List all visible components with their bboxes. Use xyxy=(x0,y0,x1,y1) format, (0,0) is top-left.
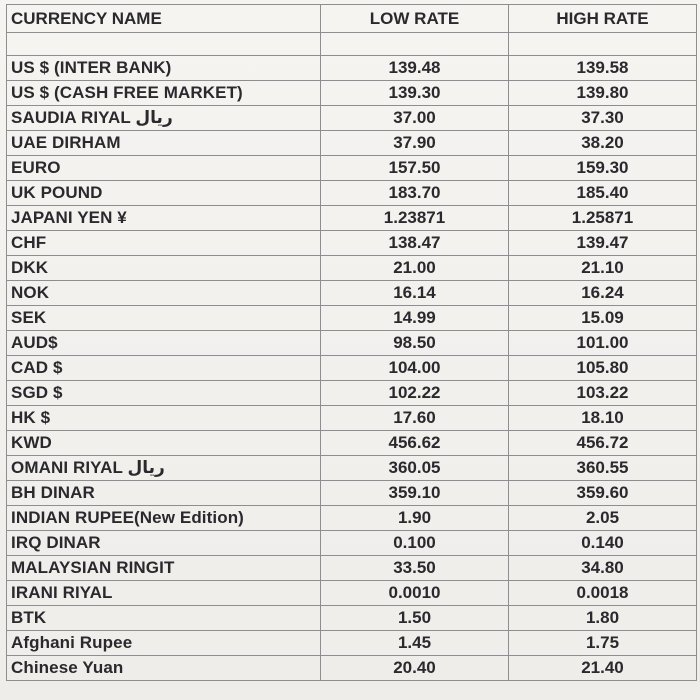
spacer-cell xyxy=(7,33,321,56)
high-rate-cell: 34.80 xyxy=(509,556,697,581)
high-rate-cell: 360.55 xyxy=(509,456,697,481)
low-rate-cell: 21.00 xyxy=(321,256,509,281)
table-row xyxy=(7,406,697,431)
table-row xyxy=(7,656,697,681)
spacer-cell xyxy=(509,33,697,56)
currency-name-cell: NOK xyxy=(7,281,321,306)
low-rate-cell: 14.99 xyxy=(321,306,509,331)
low-rate-cell: 0.0010 xyxy=(321,581,509,606)
rate-body xyxy=(7,33,697,681)
low-rate-cell: 33.50 xyxy=(321,556,509,581)
table-row xyxy=(7,481,697,506)
table-row xyxy=(7,256,697,281)
currency-name-cell: Chinese Yuan xyxy=(7,656,321,681)
high-rate-cell: 139.80 xyxy=(509,81,697,106)
low-rate-cell: 16.14 xyxy=(321,281,509,306)
table-row xyxy=(7,631,697,656)
low-rate-cell: 183.70 xyxy=(321,181,509,206)
low-rate-cell: 1.45 xyxy=(321,631,509,656)
low-rate-cell: 20.40 xyxy=(321,656,509,681)
high-rate-cell: 105.80 xyxy=(509,356,697,381)
high-rate-cell: 0.140 xyxy=(509,531,697,556)
currency-name-cell: UAE DIRHAM xyxy=(7,131,321,156)
table-row xyxy=(7,581,697,606)
high-rate-cell: 37.30 xyxy=(509,106,697,131)
currency-name-cell: MALAYSIAN RINGIT xyxy=(7,556,321,581)
high-rate-cell: 21.40 xyxy=(509,656,697,681)
table-row xyxy=(7,181,697,206)
low-rate-cell: 157.50 xyxy=(321,156,509,181)
high-rate-cell: 1.80 xyxy=(509,606,697,631)
low-rate-cell: 139.30 xyxy=(321,81,509,106)
currency-name-cell: JAPANI YEN ¥ xyxy=(7,206,321,231)
currency-rates-table xyxy=(6,4,697,681)
currency-name-cell: IRQ DINAR xyxy=(7,531,321,556)
table-row xyxy=(7,306,697,331)
low-rate-cell: 98.50 xyxy=(321,331,509,356)
table-row xyxy=(7,56,697,81)
low-rate-cell: 102.22 xyxy=(321,381,509,406)
spacer-cell xyxy=(321,33,509,56)
high-rate-cell: 18.10 xyxy=(509,406,697,431)
table-row xyxy=(7,281,697,306)
low-rate-header: LOW RATE xyxy=(321,5,509,33)
currency-name-cell: AUD$ xyxy=(7,331,321,356)
high-rate-cell: 1.75 xyxy=(509,631,697,656)
high-rate-cell: 2.05 xyxy=(509,506,697,531)
table-row xyxy=(7,531,697,556)
currency-name-cell: OMANI RIYAL ريال xyxy=(7,456,321,481)
currency-name-cell: CAD $ xyxy=(7,356,321,381)
currency-name-cell: INDIAN RUPEE(New Edition) xyxy=(7,506,321,531)
header-row xyxy=(7,5,697,33)
low-rate-cell: 37.00 xyxy=(321,106,509,131)
high-rate-cell: 103.22 xyxy=(509,381,697,406)
table-row xyxy=(7,606,697,631)
high-rate-header: HIGH RATE xyxy=(509,5,697,33)
high-rate-cell: 185.40 xyxy=(509,181,697,206)
table-row xyxy=(7,356,697,381)
table-row xyxy=(7,156,697,181)
high-rate-cell: 159.30 xyxy=(509,156,697,181)
low-rate-cell: 104.00 xyxy=(321,356,509,381)
low-rate-cell: 37.90 xyxy=(321,131,509,156)
high-rate-cell: 21.10 xyxy=(509,256,697,281)
currency-name-cell: Afghani Rupee xyxy=(7,631,321,656)
currency-name-cell: SEK xyxy=(7,306,321,331)
low-rate-cell: 17.60 xyxy=(321,406,509,431)
currency-name-cell: CHF xyxy=(7,231,321,256)
high-rate-cell: 0.0018 xyxy=(509,581,697,606)
low-rate-cell: 359.10 xyxy=(321,481,509,506)
currency-name-cell: BTK xyxy=(7,606,321,631)
high-rate-cell: 101.00 xyxy=(509,331,697,356)
currency-name-cell: US $ (INTER BANK) xyxy=(7,56,321,81)
currency-name-header: CURRENCY NAME xyxy=(7,5,321,33)
low-rate-cell: 139.48 xyxy=(321,56,509,81)
table-row xyxy=(7,231,697,256)
high-rate-cell: 15.09 xyxy=(509,306,697,331)
table-row xyxy=(7,131,697,156)
currency-name-cell: KWD xyxy=(7,431,321,456)
low-rate-cell: 0.100 xyxy=(321,531,509,556)
currency-name-cell: DKK xyxy=(7,256,321,281)
currency-name-cell: US $ (CASH FREE MARKET) xyxy=(7,81,321,106)
low-rate-cell: 456.62 xyxy=(321,431,509,456)
table-row xyxy=(7,431,697,456)
currency-name-cell: UK POUND xyxy=(7,181,321,206)
table-row xyxy=(7,556,697,581)
spacer-row xyxy=(7,33,697,56)
high-rate-cell: 139.47 xyxy=(509,231,697,256)
currency-name-cell: BH DINAR xyxy=(7,481,321,506)
high-rate-cell: 16.24 xyxy=(509,281,697,306)
currency-name-cell: SGD $ xyxy=(7,381,321,406)
table-row xyxy=(7,381,697,406)
high-rate-cell: 1.25871 xyxy=(509,206,697,231)
currency-name-cell: HK $ xyxy=(7,406,321,431)
low-rate-cell: 1.50 xyxy=(321,606,509,631)
table-row xyxy=(7,456,697,481)
table-row xyxy=(7,81,697,106)
high-rate-cell: 139.58 xyxy=(509,56,697,81)
high-rate-cell: 359.60 xyxy=(509,481,697,506)
table-row xyxy=(7,506,697,531)
currency-name-cell: SAUDIA RIYAL ريال xyxy=(7,106,321,131)
table-row xyxy=(7,331,697,356)
table-row xyxy=(7,206,697,231)
table-row xyxy=(7,106,697,131)
high-rate-cell: 38.20 xyxy=(509,131,697,156)
high-rate-cell: 456.72 xyxy=(509,431,697,456)
low-rate-cell: 360.05 xyxy=(321,456,509,481)
low-rate-cell: 1.90 xyxy=(321,506,509,531)
low-rate-cell: 1.23871 xyxy=(321,206,509,231)
currency-name-cell: EURO xyxy=(7,156,321,181)
low-rate-cell: 138.47 xyxy=(321,231,509,256)
currency-name-cell: IRANI RIYAL xyxy=(7,581,321,606)
